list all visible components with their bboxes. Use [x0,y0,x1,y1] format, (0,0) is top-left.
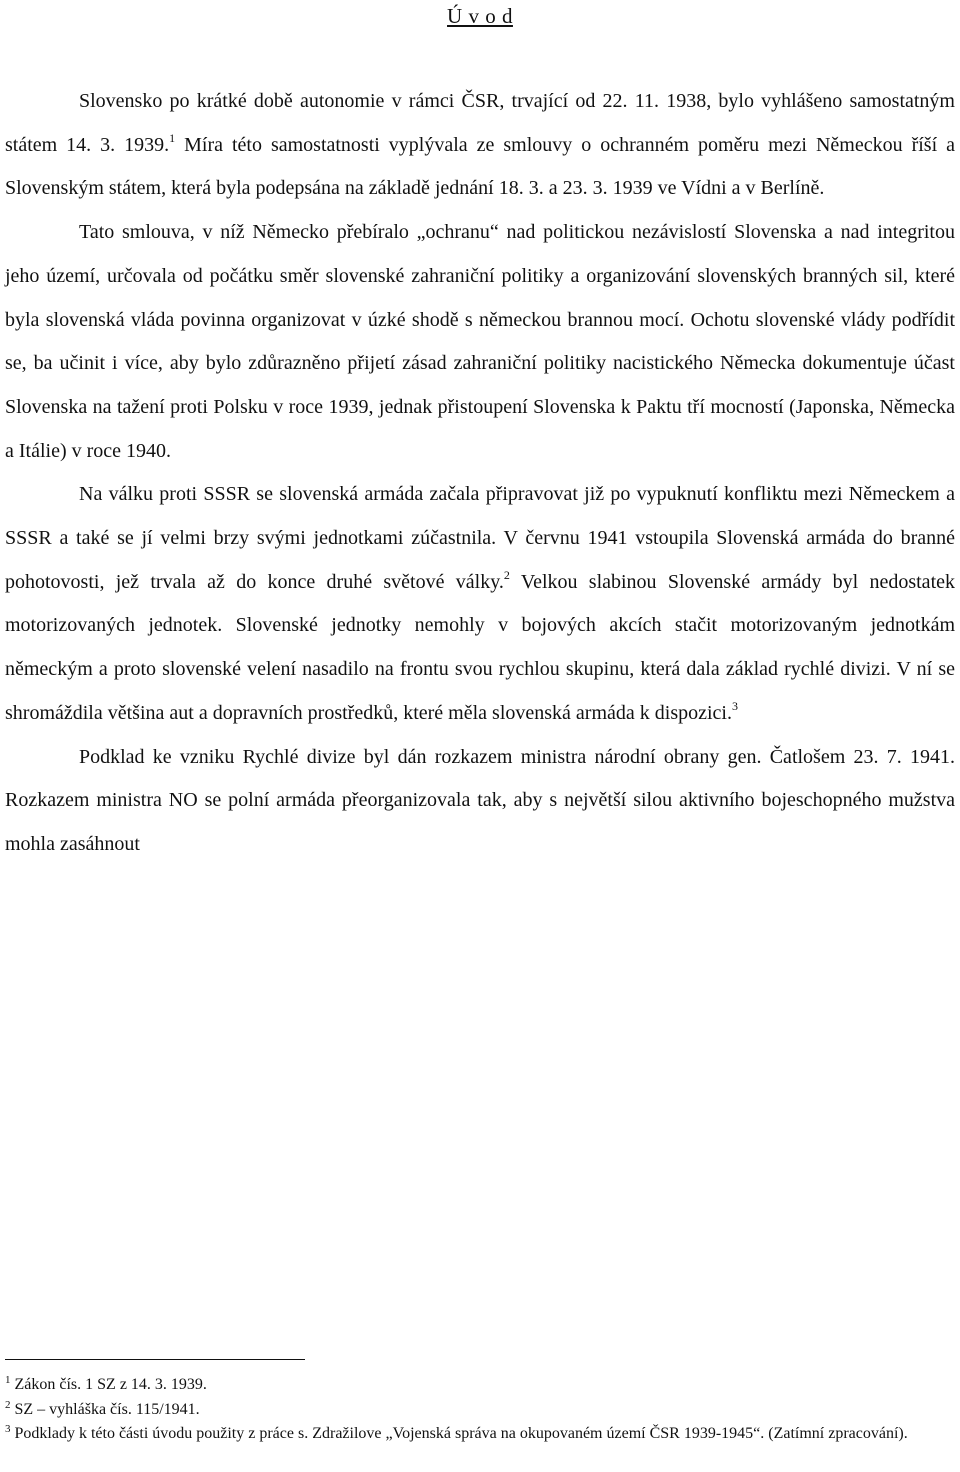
paragraph-4: Podklad ke vzniku Rychlé divize byl dán rozkazem ministra národní obrany gen. Čatlošem 23. 7. 1941. Rozkazem ministra NO se polní armáda přeorganizovala tak, aby s největší silou aktivního bojeschopného mužstva mohla zasáhnout [5,745,955,855]
footnote-ref-2: 2 [503,567,510,582]
footnote-text: Zákon čís. 1 SZ z 14. 3. 1939. [10,1376,207,1393]
paragraph-2: Tato smlouva, v níž Německo přebíralo „ochranu“ nad politickou nezávislostí Slovenska a nad integritou jeho území, určovala od počátku směr slovenské zahraniční politiky a organizování slovenských branných sil, které byla slovenská vláda povinna organizovat v úzké shodě s německou brannou mocí. Ochotu slovenské vlády podřídit se, ba učinit i více, aby bylo zdůrazněno přijetí zásad zahraniční politiky nacistického Německa dokumentuje účast Slovenska na tažení proti Polsku v roce 1939, jednak přistoupení Slovenska k Paktu tří mocností (Japonska, Německa a Itálie) v roce 1940. [5,221,955,462]
paragraph-3 [5,473,955,735]
footnote-number: 3 [5,1423,11,1435]
document-page [5,0,955,1472]
footnote-number: 2 [5,1398,11,1411]
paragraph-1-text-a: Slovensko po krátké době autonomie v rámci ČSR, trvající od 22. 11. 1938, bylo vyhlášeno samostatným státem 14. 3. 1939. [5,90,955,156]
footnote-2 [5,1398,955,1423]
paragraph-1-text-b: Míra této samostatnosti vyplývala ze smlouvy o ochranném poměru mezi Německou říší a Slovenským státem, která byla podepsána na základě jednání 18. 3. a 23. 3. 1939 ve Vídni a v Berlíně. [5,133,955,200]
footnote-ref-1: 1 [169,130,176,145]
footnotes [5,1373,955,1447]
paragraph-1 [5,80,955,211]
footnote-text: Podklady k této části úvodu použity z práce s. Zdražilove „Vojenská správa na okupovaném území ČSR 1939-1945“. (Zatímní zpracování). [10,1425,908,1442]
paragraph-3-text-a: Na válku proti SSSR se slovenská armáda začala připravovat již po vypuknutí konfliktu mezi Německem a SSSR a také se jí velmi brzy svými jednotkami zúčastnila. V červnu 1941 vstoupila Slovenská armáda do branné pohotovosti, jež trvala až do konce druhé světové války. [5,483,955,593]
footnote-3 [5,1422,955,1447]
footnote-ref-3: 3 [731,698,738,713]
footnote-text: SZ – vyhláška čís. 115/1941. [10,1400,200,1418]
body-text [5,80,955,867]
footnote-1 [5,1373,955,1398]
footnote-number: 1 [5,1374,11,1386]
page-title: Ú v o d [447,4,513,28]
paragraph-3-text-b: Velkou slabinou Slovenské armády byl nedostatek motorizovaných jednotek. Slovenské jednotky nemohly v bojových akcích stačit motorizovaným jednotkám německým a proto slovenské velení nasadilo na frontu svou rychlou skupinu, která dala základ rychlé divizi. V ní se shromáždila většina aut a dopravních prostředků, které měla slovenská armáda k dispozici. [5,570,955,724]
footnote-separator [5,1359,305,1360]
